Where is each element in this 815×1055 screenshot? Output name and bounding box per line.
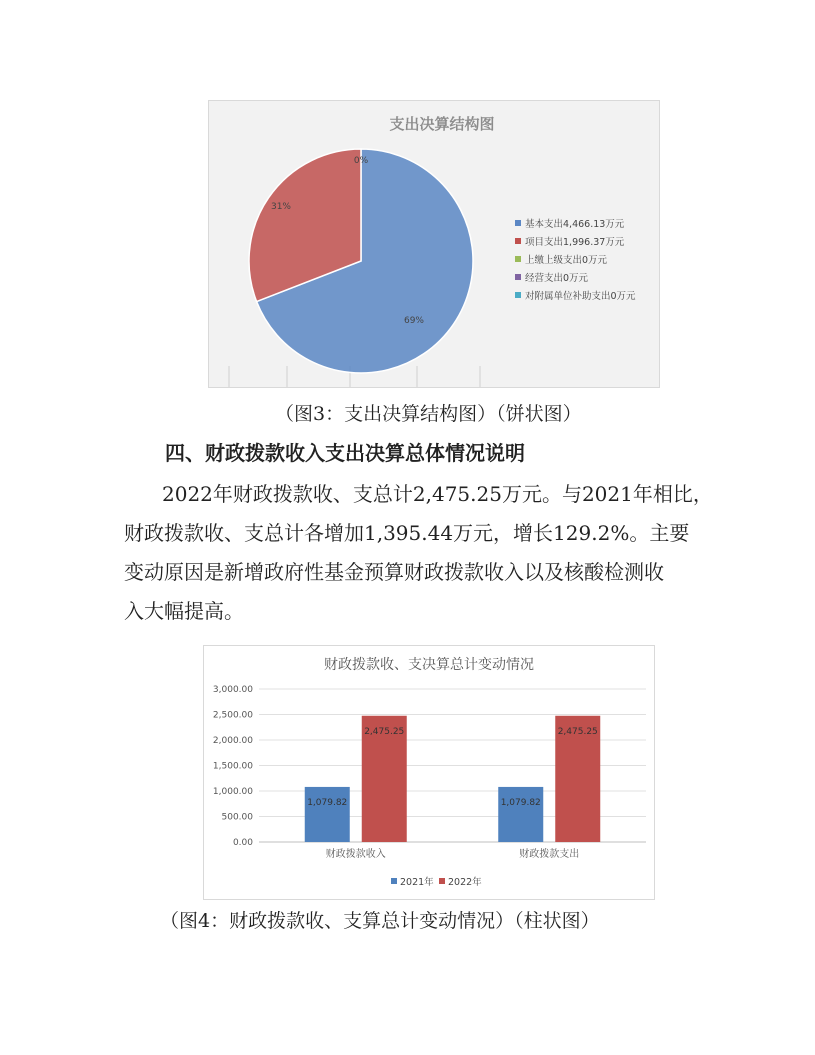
bar-legend-swatch: [391, 878, 397, 884]
bar-chart: [203, 645, 655, 900]
pie-chart-title: 支出决算结构图: [389, 115, 495, 133]
paragraph-line: 变动原因是新增政府性基金预算财政拨款收入以及核酸检测收: [124, 560, 664, 584]
bar-chart-svg: [204, 646, 654, 899]
bar-y-tick-label: 1,500.00: [212, 761, 253, 772]
pie-legend-label: 基本支出4,466.13万元: [525, 219, 625, 230]
pie-legend-swatch: [515, 274, 521, 280]
bar-chart-title: 财政拨款收、支决算总计变动情况: [324, 657, 534, 673]
bar-legend-label: 2021年: [400, 877, 434, 888]
pie-legend-swatch: [515, 292, 521, 298]
bar-y-tick-label: 3,000.00: [212, 685, 253, 695]
pie-chart-svg: [209, 101, 659, 387]
bar: [498, 787, 543, 842]
pie-legend-label: 经营支出0万元: [525, 273, 589, 284]
pie-legend-swatch: [515, 220, 521, 226]
bar: [305, 787, 350, 842]
bar-x-tick-label: 财政拨款支出: [519, 849, 580, 860]
pie-chart: [208, 100, 660, 388]
bar-data-label: 2,475.25: [557, 726, 598, 737]
bar-x-tick-label: 财政拨款收入: [325, 849, 386, 860]
pie-legend-label: 对附属单位补助支出0万元: [525, 291, 636, 302]
figure3-caption: （图3：支出决算结构图）（饼状图）: [275, 403, 582, 425]
pie-slice-label: 0%: [353, 156, 369, 166]
bar-data-label: 1,079.82: [500, 797, 541, 808]
pie-legend-swatch: [515, 256, 521, 262]
bar-y-tick-label: 2,000.00: [212, 736, 253, 746]
bar-legend-swatch: [439, 878, 445, 884]
pie-legend-label: 项目支出1,996.37万元: [525, 237, 625, 248]
bar-y-tick-label: 2,500.00: [212, 710, 253, 721]
pie-slice-label: 69%: [403, 316, 425, 326]
pie-legend-swatch: [515, 238, 521, 244]
bar-y-tick-label: 0.00: [232, 838, 253, 848]
bar-data-label: 1,079.82: [307, 797, 348, 808]
bar-legend-label: 2022年: [448, 877, 482, 888]
bar-y-tick-label: 500.00: [221, 812, 253, 823]
paragraph-line: 财政拨款收、支总计各增加1,395.44万元，增长129.2%。主要: [124, 521, 690, 545]
pie-slice-label: 31%: [270, 202, 292, 212]
section-heading: 四、财政拨款收入支出决算总体情况说明: [165, 441, 525, 465]
bar-y-tick-label: 1,000.00: [212, 787, 253, 797]
bar-data-label: 2,475.25: [364, 726, 405, 737]
paragraph-line: 2022年财政拨款收、支总计2,475.25万元。与2021年相比，: [162, 482, 713, 506]
paragraph-line: 入大幅提高。: [124, 599, 244, 623]
pie-legend-label: 上缴上级支出0万元: [525, 255, 608, 266]
figure4-caption: （图4：财政拨款收、支算总计变动情况）（柱状图）: [160, 910, 600, 932]
